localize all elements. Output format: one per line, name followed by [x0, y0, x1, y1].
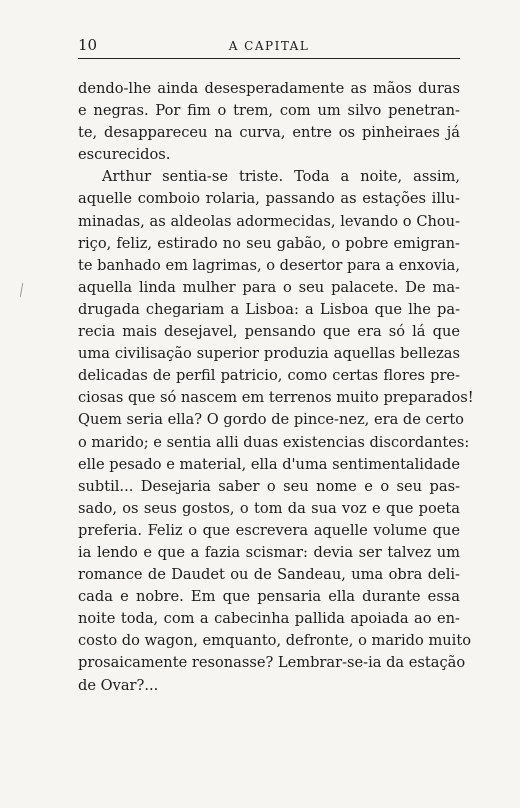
text-line: o marido; e sentia alli duas existencias discordantes: — [78, 433, 470, 451]
text-line: prosaicamente resonasse? Lembrar-se-ia da estação — [78, 654, 466, 672]
paragraph — [78, 166, 474, 696]
text-line: cada e nobre. Em que pensaria ella durante essa — [78, 588, 460, 606]
body-text — [78, 78, 474, 697]
text-line: drugada chegariam a Lisboa: a Lisboa que lhe pa- — [78, 300, 460, 318]
text-line: ia lendo e que a fazia scismar: devia ser talvez um — [78, 543, 460, 561]
text-line: sado, os seus gostos, o tom da sua voz e que poeta — [78, 499, 460, 517]
text-line: romance de Daudet ou de Sandeau, uma obra deli- — [78, 566, 460, 584]
paragraph — [78, 78, 460, 166]
text-line: aquelle comboio rolaria, passando as estações illu- — [78, 190, 460, 208]
text-line: ciosas que só nascem em terrenos muito preparados! — [78, 389, 474, 407]
text-line: te banhado em lagrimas, o desertor para a enxovia, — [78, 256, 460, 274]
text-line: Quem seria ella? O gordo de pince-nez, era de certo — [78, 411, 464, 429]
scan-mark — [20, 283, 23, 297]
text-line: preferia. Feliz o que escrevera aquelle volume que — [78, 521, 460, 539]
text-line: riço, feliz, estirado no seu gabão, o pobre emigran- — [78, 234, 460, 252]
running-title: A CAPITAL — [228, 39, 310, 53]
text-line: noite toda, com a cabecinha pallida apoiada ao en- — [78, 610, 460, 628]
text-line: Arthur sentia-se triste. Toda a noite, assim, — [102, 168, 460, 186]
text-line: de Ovar?... — [78, 676, 159, 694]
text-line: recia mais desejavel, pensando que era só lá que — [78, 323, 460, 341]
text-line: escurecidos. — [78, 146, 171, 164]
text-line: elle pesado e material, ella d'uma sentimentalidade — [78, 455, 460, 473]
text-line: uma civilisação superior produzia aquellas bellezas — [78, 345, 460, 363]
text-line: te, desappareceu na curva, entre os pinheiraes já — [78, 124, 460, 142]
running-header — [78, 34, 460, 59]
text-line: delicadas de perfil patricio, como certas flores pre- — [78, 367, 460, 385]
text-line: aquella linda mulher para o seu palacete. De ma- — [78, 278, 460, 296]
text-line: costo do wagon, emquanto, defronte, o marido muito — [78, 632, 471, 650]
text-line: e negras. Por fim o trem, com um silvo penetran- — [78, 102, 460, 120]
page-number: 10 — [78, 36, 98, 54]
text-line: dendo-lhe ainda desesperadamente as mãos duras — [78, 80, 460, 97]
text-line: subtil... Desejaria saber o seu nome e o seu pas- — [78, 477, 460, 495]
text-line: minadas, as aldeolas adormecidas, levando o Chou- — [78, 212, 460, 230]
